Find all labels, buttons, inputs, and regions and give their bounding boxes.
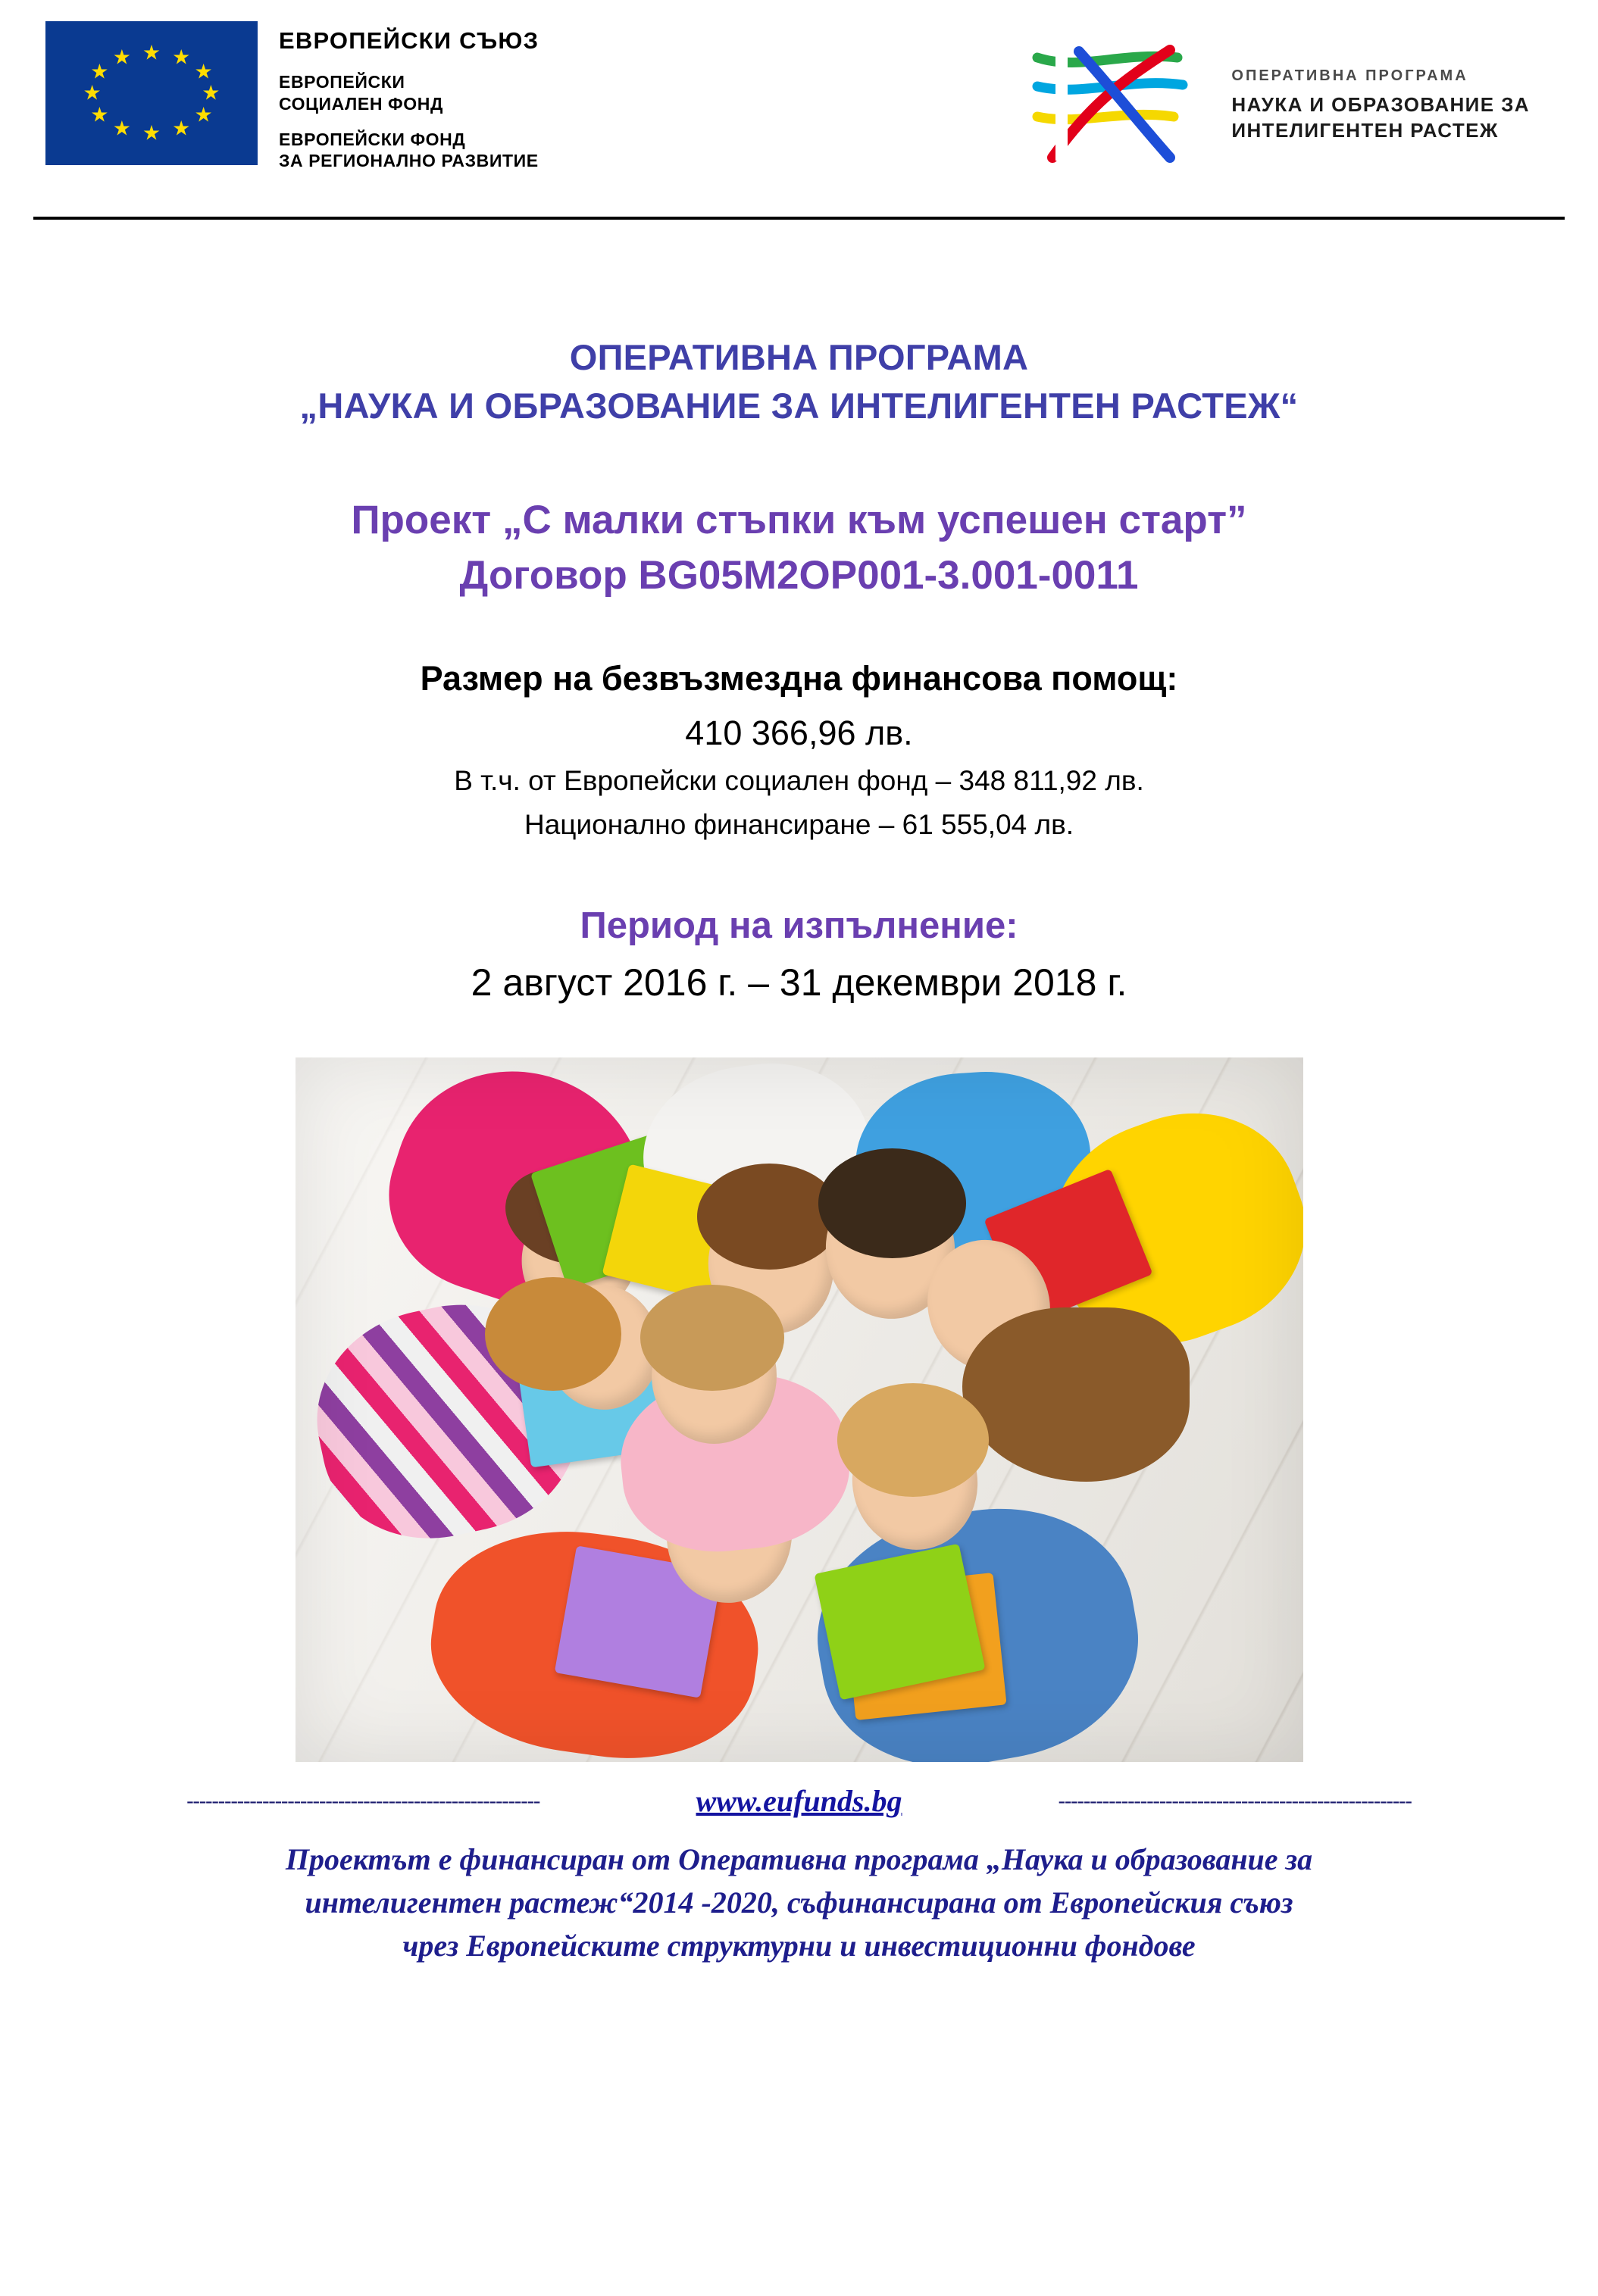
eu-logo-block [45, 21, 539, 186]
op-logo-texts [1231, 66, 1530, 144]
op-logo-block [1007, 21, 1553, 165]
eu-star-icon: ★ [83, 81, 102, 105]
eu-star-icon: ★ [90, 103, 109, 126]
period-label: Период на изпълнение: [580, 905, 1018, 947]
photo-hair [485, 1277, 621, 1391]
op-logo-line2b: ИНТЕЛИГЕНТЕН РАСТЕЖ [1231, 118, 1499, 142]
grant-national-share: Национално финансиране – 61 555,04 лв. [524, 809, 1074, 841]
eufunds-link[interactable]: www.eufunds.bg [696, 1784, 902, 1819]
eu-star-icon: ★ [112, 117, 131, 140]
eu-regional-fund-line1: ЕВРОПЕЙСКИ ФОНД [279, 129, 466, 149]
document-footer [0, 1783, 1598, 1987]
footer-disclaimer-line2: интелигентен растеж“2014 -2020, съфинансирана от Европейския съюз [305, 1885, 1293, 1920]
grant-label: Размер на безвъзмездна финансова помощ: [420, 659, 1178, 698]
eu-star-icon: ★ [194, 60, 213, 83]
eu-star-icon: ★ [172, 117, 191, 140]
eu-social-fund-line2: СОЦИАЛЕН ФОНД [279, 93, 443, 114]
op-program-logo-icon [1007, 44, 1212, 165]
document-body [0, 333, 1598, 1762]
eu-star-icon: ★ [142, 41, 161, 64]
grant-amount: 410 366,96 лв. [685, 714, 913, 753]
eu-star-icon: ★ [112, 45, 131, 69]
project-title [53, 492, 1545, 603]
document-header [0, 0, 1598, 220]
eu-star-icon: ★ [142, 121, 161, 145]
op-logo-line1: ОПЕРАТИВНА ПРОГРАМА [1231, 67, 1468, 84]
eu-logo-texts [279, 21, 539, 186]
footer-link-row [38, 1783, 1560, 1819]
photo-hair [818, 1148, 966, 1258]
footer-disclaimer-line3: чрез Европейските структурни и инвестиционни фондове [402, 1928, 1196, 1963]
footer-dashes-left: -------------------------------------------------------- [186, 1790, 540, 1812]
children-photo [296, 1057, 1303, 1762]
photo-hair [697, 1164, 841, 1270]
photo-hair [837, 1383, 989, 1497]
eu-star-icon: ★ [90, 60, 109, 83]
eu-star-icon: ★ [194, 103, 213, 126]
photo-hair [640, 1285, 784, 1391]
contract-number: Договор BG05M2OP001-3.001-0011 [459, 552, 1139, 598]
footer-disclaimer-line1: Проектът е финансиран от Оперативна програма „Наука и образование за [285, 1842, 1313, 1877]
eu-flag-icon [45, 21, 258, 165]
op-logo-line2a: НАУКА И ОБРАЗОВАНИЕ ЗА [1231, 92, 1530, 116]
eu-star-icon: ★ [202, 81, 220, 105]
project-name: Проект „С малки стъпки към успешен старт” [351, 497, 1247, 542]
program-title [53, 333, 1545, 430]
period-value: 2 август 2016 г. – 31 декември 2018 г. [471, 961, 1127, 1004]
eu-social-fund-line1: ЕВРОПЕЙСКИ [279, 72, 405, 92]
header-divider [33, 217, 1565, 220]
eu-union-label: ЕВРОПЕЙСКИ СЪЮЗ [279, 27, 539, 54]
eu-regional-fund-line2: ЗА РЕГИОНАЛНО РАЗВИТИЕ [279, 151, 539, 171]
program-title-line2: „НАУКА И ОБРАЗОВАНИЕ ЗА ИНТЕЛИГЕНТЕН РАСТЕЖ“ [299, 385, 1299, 426]
footer-disclaimer [38, 1838, 1560, 1967]
program-title-line1: ОПЕРАТИВНА ПРОГРАМА [569, 337, 1029, 377]
eu-regional-fund-label [279, 129, 539, 173]
header-inner [45, 21, 1553, 186]
eu-star-icon: ★ [172, 45, 191, 69]
grant-esf-share: В т.ч. от Европейски социален фонд – 348 811,92 лв. [454, 765, 1144, 797]
footer-dashes-right: -------------------------------------------------------- [1058, 1790, 1412, 1812]
eu-social-fund-label [279, 71, 539, 115]
